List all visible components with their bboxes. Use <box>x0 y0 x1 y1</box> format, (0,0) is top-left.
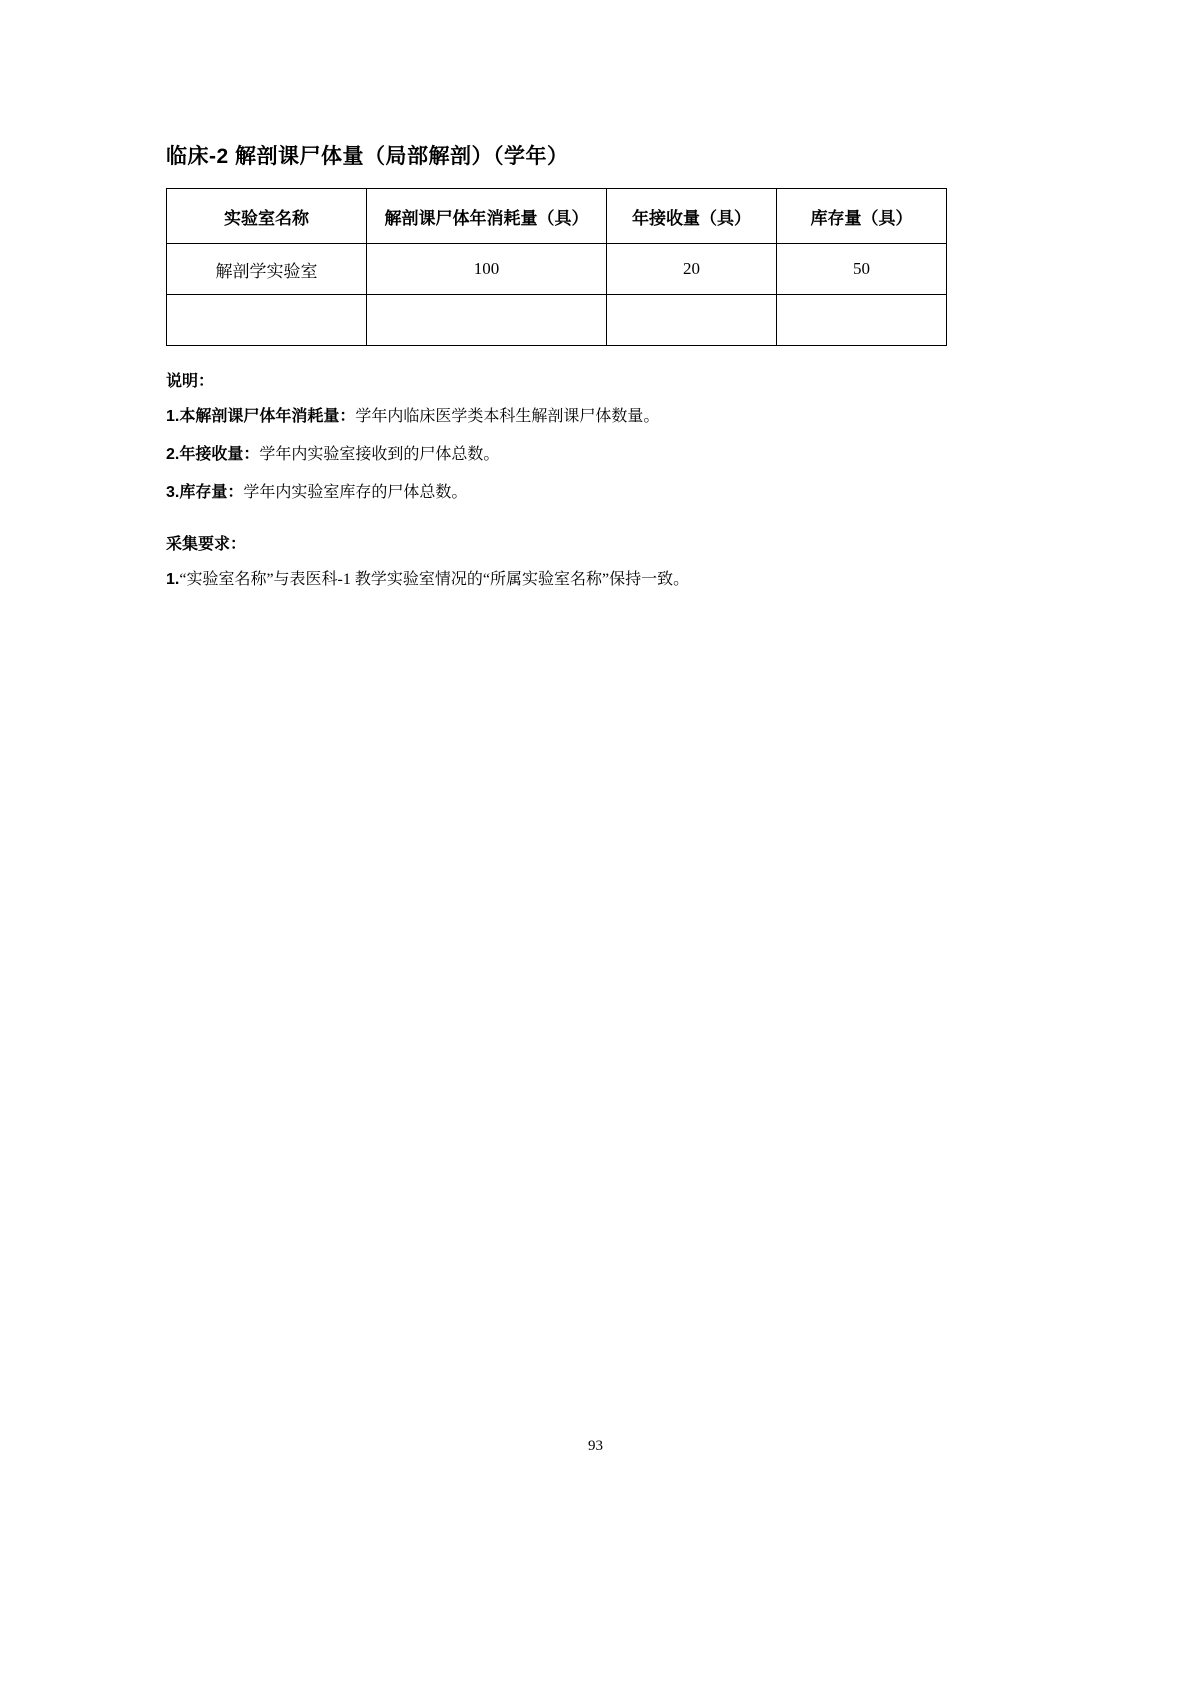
cell-lab-name <box>167 295 367 346</box>
requirements-section <box>166 531 1026 592</box>
cell-inventory <box>777 295 947 346</box>
cell-annual-consumption <box>367 295 607 346</box>
note-text: 学年内实验室库存的尸体总数。 <box>243 484 468 501</box>
cell-lab-name: 解剖学实验室 <box>167 244 367 295</box>
note-label: 3.库存量： <box>166 484 244 501</box>
requirement-item <box>166 568 1026 592</box>
note-text: 学年内实验室接收到的尸体总数。 <box>259 446 500 463</box>
page-title: 临床-2 解剖课尸体量（局部解剖）（学年） <box>166 145 569 168</box>
note-item <box>166 443 1026 467</box>
cell-annual-received <box>607 295 777 346</box>
cell-inventory: 50 <box>777 244 947 295</box>
table-row <box>167 295 947 346</box>
notes-section <box>166 368 1026 505</box>
cell-annual-received: 20 <box>607 244 777 295</box>
notes-heading: 说明： <box>166 373 215 390</box>
document-content <box>166 140 1026 606</box>
column-header-inventory: 库存量（具） <box>777 189 947 244</box>
note-label: 1.本解剖课尸体年消耗量： <box>166 408 356 425</box>
note-item <box>166 405 1026 429</box>
requirement-text: “实验室名称”与表医科-1 教学实验室情况的“所属实验室名称”保持一致。 <box>179 571 690 588</box>
page-number: 93 <box>588 1438 603 1454</box>
note-item <box>166 481 1026 505</box>
table-row <box>167 244 947 295</box>
column-header-annual-received: 年接收量（具） <box>607 189 777 244</box>
requirements-heading: 采集要求： <box>166 536 247 553</box>
cell-annual-consumption: 100 <box>367 244 607 295</box>
note-text: 学年内临床医学类本科生解剖课尸体数量。 <box>355 408 660 425</box>
column-header-lab-name: 实验室名称 <box>167 189 367 244</box>
corpse-quantity-table <box>166 188 947 346</box>
requirement-label: 1. <box>166 571 180 588</box>
note-label: 2.年接收量： <box>166 446 260 463</box>
column-header-annual-consumption: 解剖课尸体年消耗量（具） <box>367 189 607 244</box>
table-header-row <box>167 189 947 244</box>
